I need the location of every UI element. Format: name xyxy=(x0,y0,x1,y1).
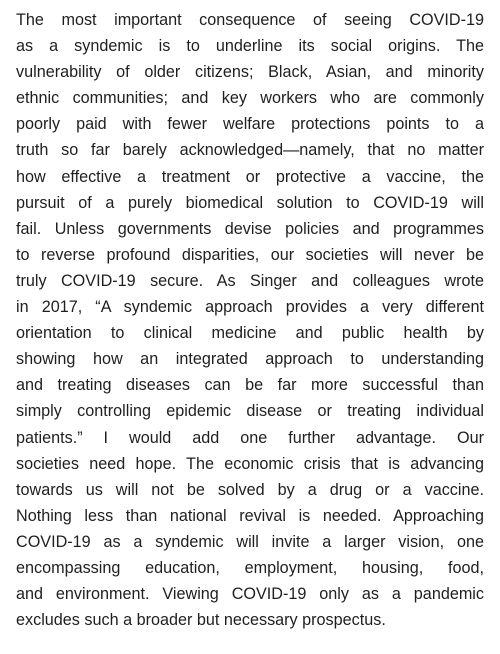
text-line: Nothing less than national revival is needed. Approaching xyxy=(16,506,484,525)
text-line: encompassing education, employment, housing, food, xyxy=(16,558,484,577)
article-paragraph xyxy=(16,7,484,633)
text-line: in 2017, “A syndemic approach provides a very different xyxy=(16,298,484,317)
text-line: truly COVID-19 secure. As Singer and colleagues wrote xyxy=(16,271,484,290)
text-line: to reverse profound disparities, our societies will never be xyxy=(16,245,484,264)
text-line: fail. Unless governments devise policies and programmes xyxy=(16,219,484,238)
text-line: and treating diseases can be far more successful than xyxy=(16,376,484,395)
text-line: orientation to clinical medicine and public health by xyxy=(16,324,484,343)
text-line: COVID-19 as a syndemic will invite a larger vision, one xyxy=(16,532,484,551)
text-line: vulnerability of older citizens; Black, Asian, and minority xyxy=(16,63,484,82)
text-line: simply controlling epidemic disease or treating individual xyxy=(16,402,484,421)
text-line: how effective a treatment or protective a vaccine, the xyxy=(16,167,484,186)
text-line: societies need hope. The economic crisis that is advancing xyxy=(16,454,484,473)
text-line: patients.” I would add one further advantage. Our xyxy=(16,428,484,447)
text-line: as a syndemic is to underline its social origins. The xyxy=(16,37,484,56)
text-line: showing how an integrated approach to understanding xyxy=(16,350,484,369)
text-line: and environment. Viewing COVID-19 only as a pandemic xyxy=(16,585,484,604)
text-line: poorly paid with fewer welfare protections points to a xyxy=(16,115,484,134)
text-line: pursuit of a purely biomedical solution to COVID-19 will xyxy=(16,193,484,212)
text-line: The most important consequence of seeing COVID-19 xyxy=(16,11,484,29)
text-line: ethnic communities; and key workers who are commonly xyxy=(16,89,484,108)
text-line: excludes such a broader but necessary prospectus. xyxy=(16,611,386,630)
text-line: truth so far barely acknowledged—namely, that no matter xyxy=(16,141,484,160)
text-line: towards us will not be solved by a drug or a vaccine. xyxy=(16,480,484,499)
